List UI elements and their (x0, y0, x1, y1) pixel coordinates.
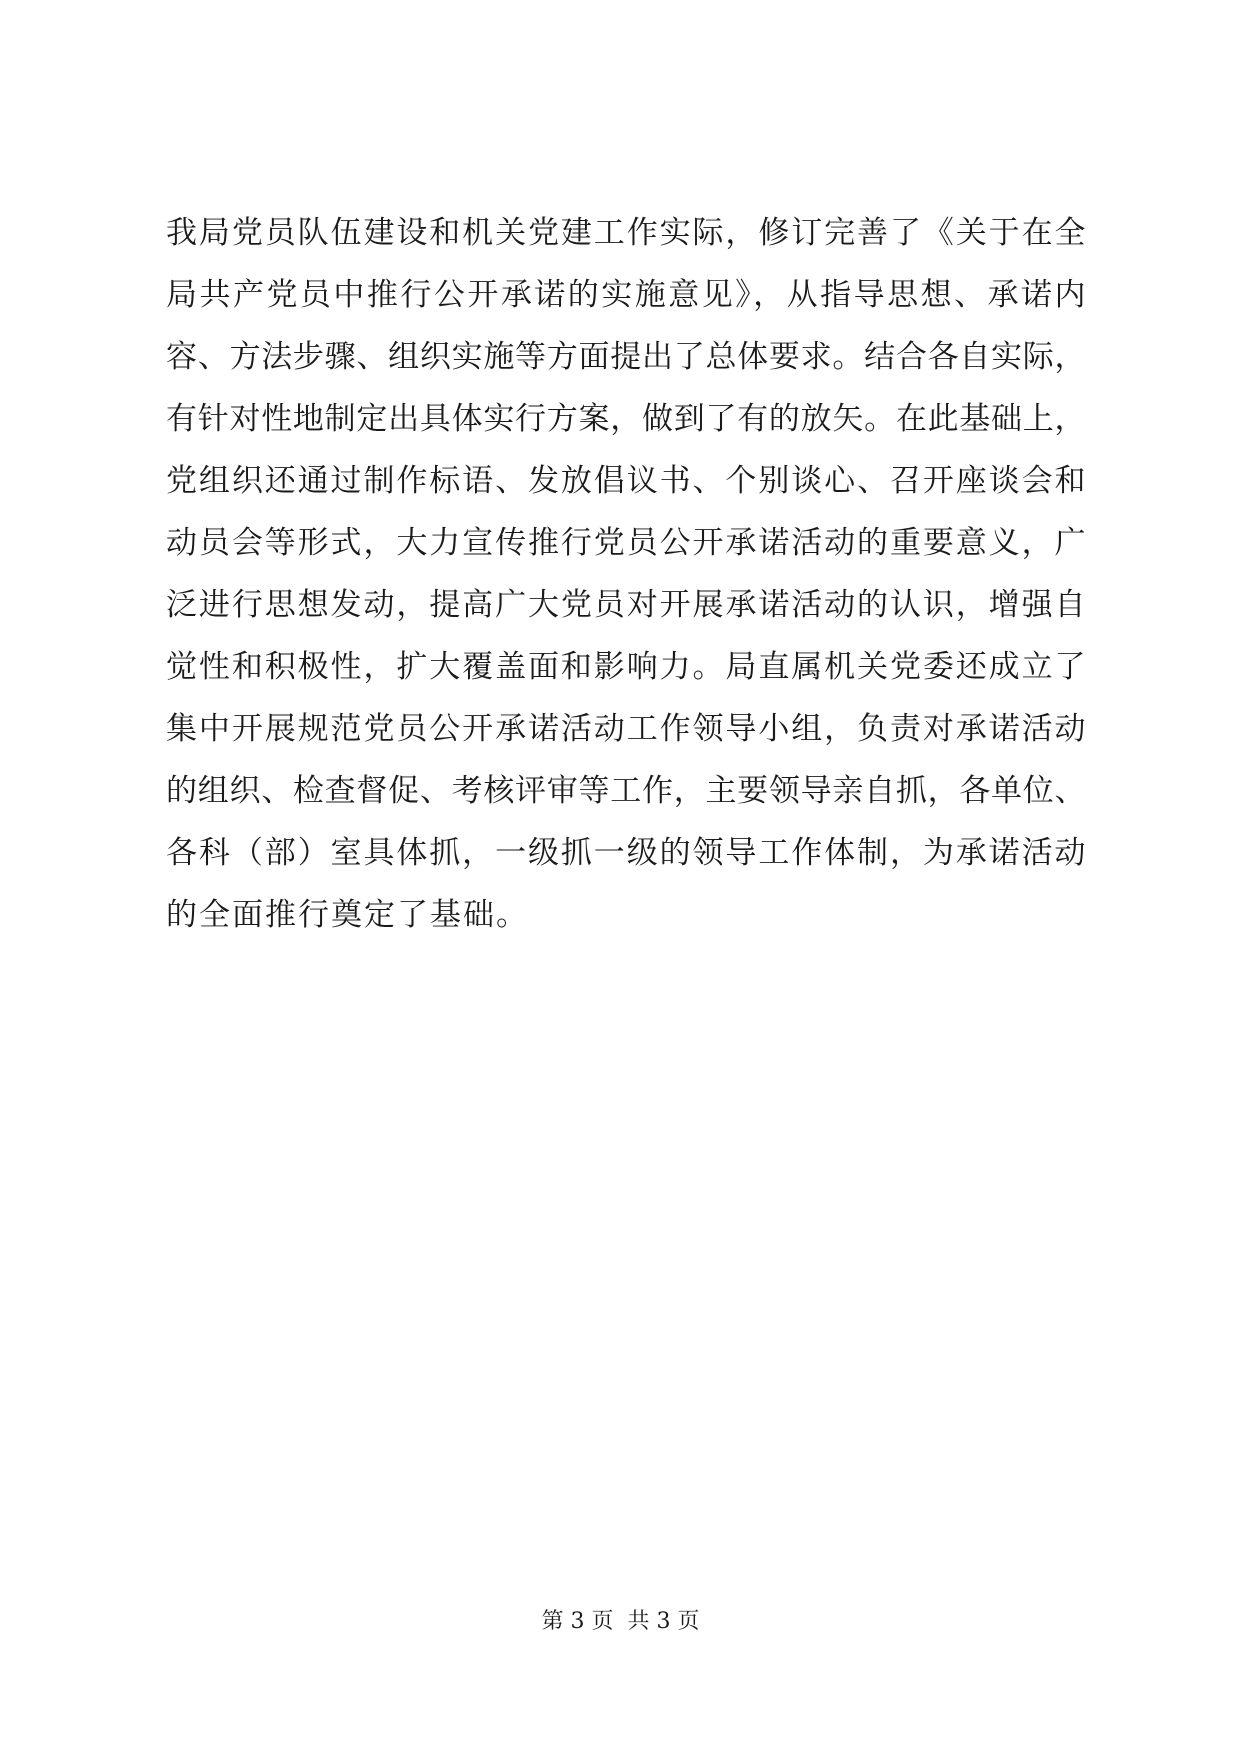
paragraph-line: 党组织还通过制作标语、发放倡议书、个别谈心、召开座谈会和 (166, 463, 1086, 499)
page-number-total: 共 3 页 (627, 1609, 700, 1634)
paragraph-line: 的组织、检查督促、考核评审等工作，主要领导亲自抓，各单位、 (166, 773, 1086, 809)
paragraph-line: 的全面推行奠定了基础。 (166, 897, 529, 933)
paragraph-line: 觉性和积极性，扩大覆盖面和影响力。局直属机关党委还成立了 (166, 649, 1086, 685)
paragraph-line: 局共产党员中推行公开承诺的实施意见》，从指导思想、承诺内 (166, 277, 1086, 313)
page-number-current: 第 3 页 (541, 1609, 614, 1634)
paragraph-line: 有针对性地制定出具体实行方案，做到了有的放矢。在此基础上， (166, 401, 1086, 437)
paragraph-line: 容、方法步骤、组织实施等方面提出了总体要求。结合各自实际， (166, 339, 1086, 375)
paragraph-line: 泛进行思想发动，提高广大党员对开展承诺活动的认识，增强自 (166, 587, 1086, 623)
paragraph-line: 集中开展规范党员公开承诺活动工作领导小组，负责对承诺活动 (166, 711, 1086, 747)
paragraph-line: 各科（部）室具体抓，一级抓一级的领导工作体制，为承诺活动 (166, 835, 1086, 871)
paragraph-line: 我局党员队伍建设和机关党建工作实际，修订完善了《关于在全 (166, 215, 1086, 251)
paragraph-line: 动员会等形式，大力宣传推行党员公开承诺活动的重要意义，广 (166, 525, 1086, 561)
page-footer (0, 1607, 1241, 1637)
body-paragraph (166, 202, 1086, 946)
